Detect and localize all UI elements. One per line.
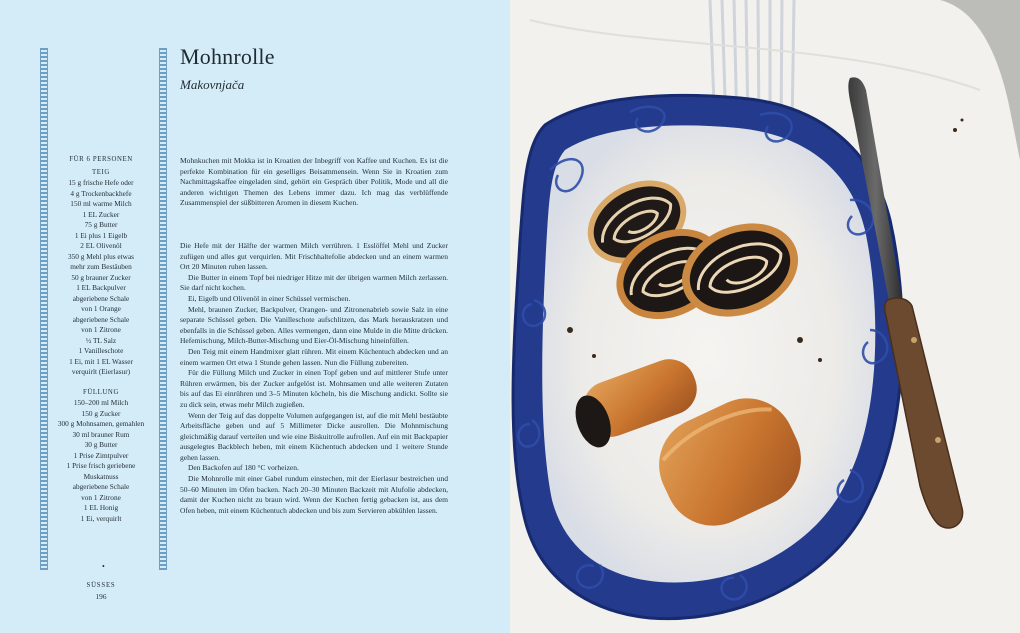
ingredient-line: 1 Prise Zimtpulver <box>73 450 129 460</box>
ingredient-line: 1 EL Honig <box>83 503 119 512</box>
dough-ingredient-list <box>48 178 154 378</box>
method-paragraph: Den Backofen auf 180 °C vorheizen. <box>188 463 299 473</box>
method-paragraph: Mehl, braunen Zucker, Backpulver, Orangen- und Zitronenabrieb sowie Salz in eine separate Schüssel geben. Die Vanilleschote aufschlitzen, das Mark herauskratzen und ebenfalls in die Schüssel geben. Alles vermengen, dann eine Mulde in die Mitte drücken. Hefemischung, Milch-Butter-Mischung und Eier-Öl-Mischung hineinfüllen. <box>180 304 448 346</box>
ingredient-line: 15 g frische Hefe oder <box>68 178 134 187</box>
ingredient-line: 1 Ei, mit 1 EL Wasser <box>69 356 133 366</box>
ingredient-line: 150–200 ml Milch <box>73 398 129 407</box>
plate <box>513 95 902 618</box>
method-paragraph: Den Teig mit einem Handmixer glatt rühren. Mit einem Küchentuch abdecken und an einem warmen Ort etwa 1 Stunde gehen lassen. Nun die Füllung zubereiten. <box>180 346 448 367</box>
ingredient-line: 1 Ei plus 1 Eigelb <box>74 230 128 240</box>
ingredients-sidebar <box>48 155 154 524</box>
ingredient-line: 1 Vanilleschote <box>78 346 124 355</box>
ingredient-line: 30 ml brauner Rum <box>72 429 130 439</box>
intro-text: Mohnkuchen mit Mokka ist in Kroatien der Inbegriff von Kaffee und Kuchen. Es ist die perfekte Kombination für ein geselliges Beisammensein. Wenn Sie in Kroatien zum Nachmittagskaffee eingeladen sind, gehört ein Gespräch über Politik, Mode und all die anderen wichtigen Themen des Lebens immer dazu. Ich mag das verblüffende Zusammenspiel der süßbitteren Aromen in diesem Kuchen. <box>180 156 448 208</box>
page-number: 196 <box>95 592 107 601</box>
food-photo <box>510 0 1020 633</box>
ingredient-line: 150 g Zucker <box>81 408 121 418</box>
ingredient-line: verquirlt (Eierlasur) <box>71 367 131 376</box>
recipe-title: Mohnrolle <box>180 44 275 69</box>
ingredient-line: mehr zum Bestäuben <box>70 262 132 271</box>
method-paragraph: Ei, Eigelb und Olivenöl in einer Schüssel vermischen. <box>188 293 351 303</box>
ornamental-border-left <box>40 48 48 570</box>
section-label: SÜSSES <box>86 582 116 589</box>
ingredient-line: 50 g brauner Zucker <box>71 272 131 282</box>
ingredient-line: ½ TL Salz <box>85 335 117 345</box>
dough-heading: TEIG <box>92 168 110 176</box>
ingredient-line: 1 EL Backpulver <box>76 283 126 292</box>
ingredient-line: abgeriebene Schale <box>72 482 130 491</box>
ingredient-line: 150 ml warme Milch <box>70 199 132 208</box>
ingredient-line: 1 Ei, verquirlt <box>80 513 122 523</box>
ornamental-border-right <box>159 48 167 570</box>
ingredient-line: 30 g Butter <box>84 440 118 449</box>
ingredient-line: 300 g Mohnsamen, gemahlen <box>57 419 145 428</box>
recipe-subtitle: Makovnjača <box>180 77 245 92</box>
page-footer <box>48 580 154 602</box>
method-paragraph: Für die Füllung Milch und Zucker in einen Topf geben und auf mittlerer Stufe unter Rühren erwärmen, bis der Zucker aufgelöst ist. Mohnsamen und alle weiteren Zutaten bis auf das Ei einrühren und 3–5 Minuten köcheln, bis die Mischung andickt. Sollte sie zu dick sein, etwas mehr Milch zugießen. <box>180 368 448 409</box>
filling-heading: FÜLLUNG <box>83 388 119 396</box>
intro-paragraph <box>180 156 448 209</box>
ingredient-line: Muskatnuss <box>83 471 119 481</box>
method-paragraph: Die Hefe mit der Hälfte der warmen Milch verrühren. 1 Esslöffel Mehl und Zucker zufügen und alles gut verquirlen. Mit Frischhaltefolie abdecken und an einem warmen Ort 20 Minuten ruhen lassen. <box>180 241 448 272</box>
ingredient-line: von 1 Zitrone <box>81 492 121 502</box>
filling-ingredient-list <box>48 398 154 524</box>
ingredient-line: 1 EL Zucker <box>82 209 120 219</box>
ornament-dot: • <box>102 562 105 571</box>
method-text <box>180 241 448 516</box>
ingredient-line: 4 g Trockenbackhefe <box>70 188 132 198</box>
method-paragraph: Die Butter in einem Topf bei niedriger Hitze mit der übrigen warmen Milch zerlassen. Sie darf nicht kochen. <box>180 272 448 293</box>
ingredient-line: 350 g Mehl plus etwas <box>67 251 135 261</box>
ingredient-line: 2 EL Olivenöl <box>80 241 122 250</box>
ingredient-line: von 1 Orange <box>81 304 121 313</box>
ingredient-line: 75 g Butter <box>84 220 118 229</box>
ingredient-line: 1 Prise frisch geriebene <box>66 461 136 470</box>
method-paragraph: Die Mohnrolle mit einer Gabel rundum einstechen, mit der Eierlasur bestreichen und 50–60 Minuten im Ofen backen. Nach 20–30 Minuten Backzeit mit Alufolie abdecken, damit der Kuchen nicht zu braun wird. Wenn der Kuchen fertig gebacken ist, aus dem Ofen heben, mit einem Küchentuch abdecken und bis zum Servieren abkühlen lassen. <box>180 474 448 515</box>
ingredient-line: abgeriebene Schale <box>72 314 130 324</box>
poppy-seed-roll-photo <box>510 0 1020 633</box>
ingredient-line: abgeriebene Schale <box>72 293 130 303</box>
method-paragraph: Wenn der Teig auf das doppelte Volumen aufgegangen ist, auf die mit Mehl bestäubte Arbeitsfläche geben und auf 5 Millimeter Dicke ausrollen. Die Mohnmischung gleichmäßig darauf verteilen und wie eine Biskuitrolle aufrollen. Auf ein mit Backpapier ausgelegtes Backblech heben, mit einem Küchentuch abdecken und 1 weitere Stunde gehen lassen. <box>180 410 448 462</box>
ingredient-line: von 1 Zitrone <box>81 325 121 334</box>
servings-label: FÜR 6 PERSONEN <box>69 156 133 163</box>
